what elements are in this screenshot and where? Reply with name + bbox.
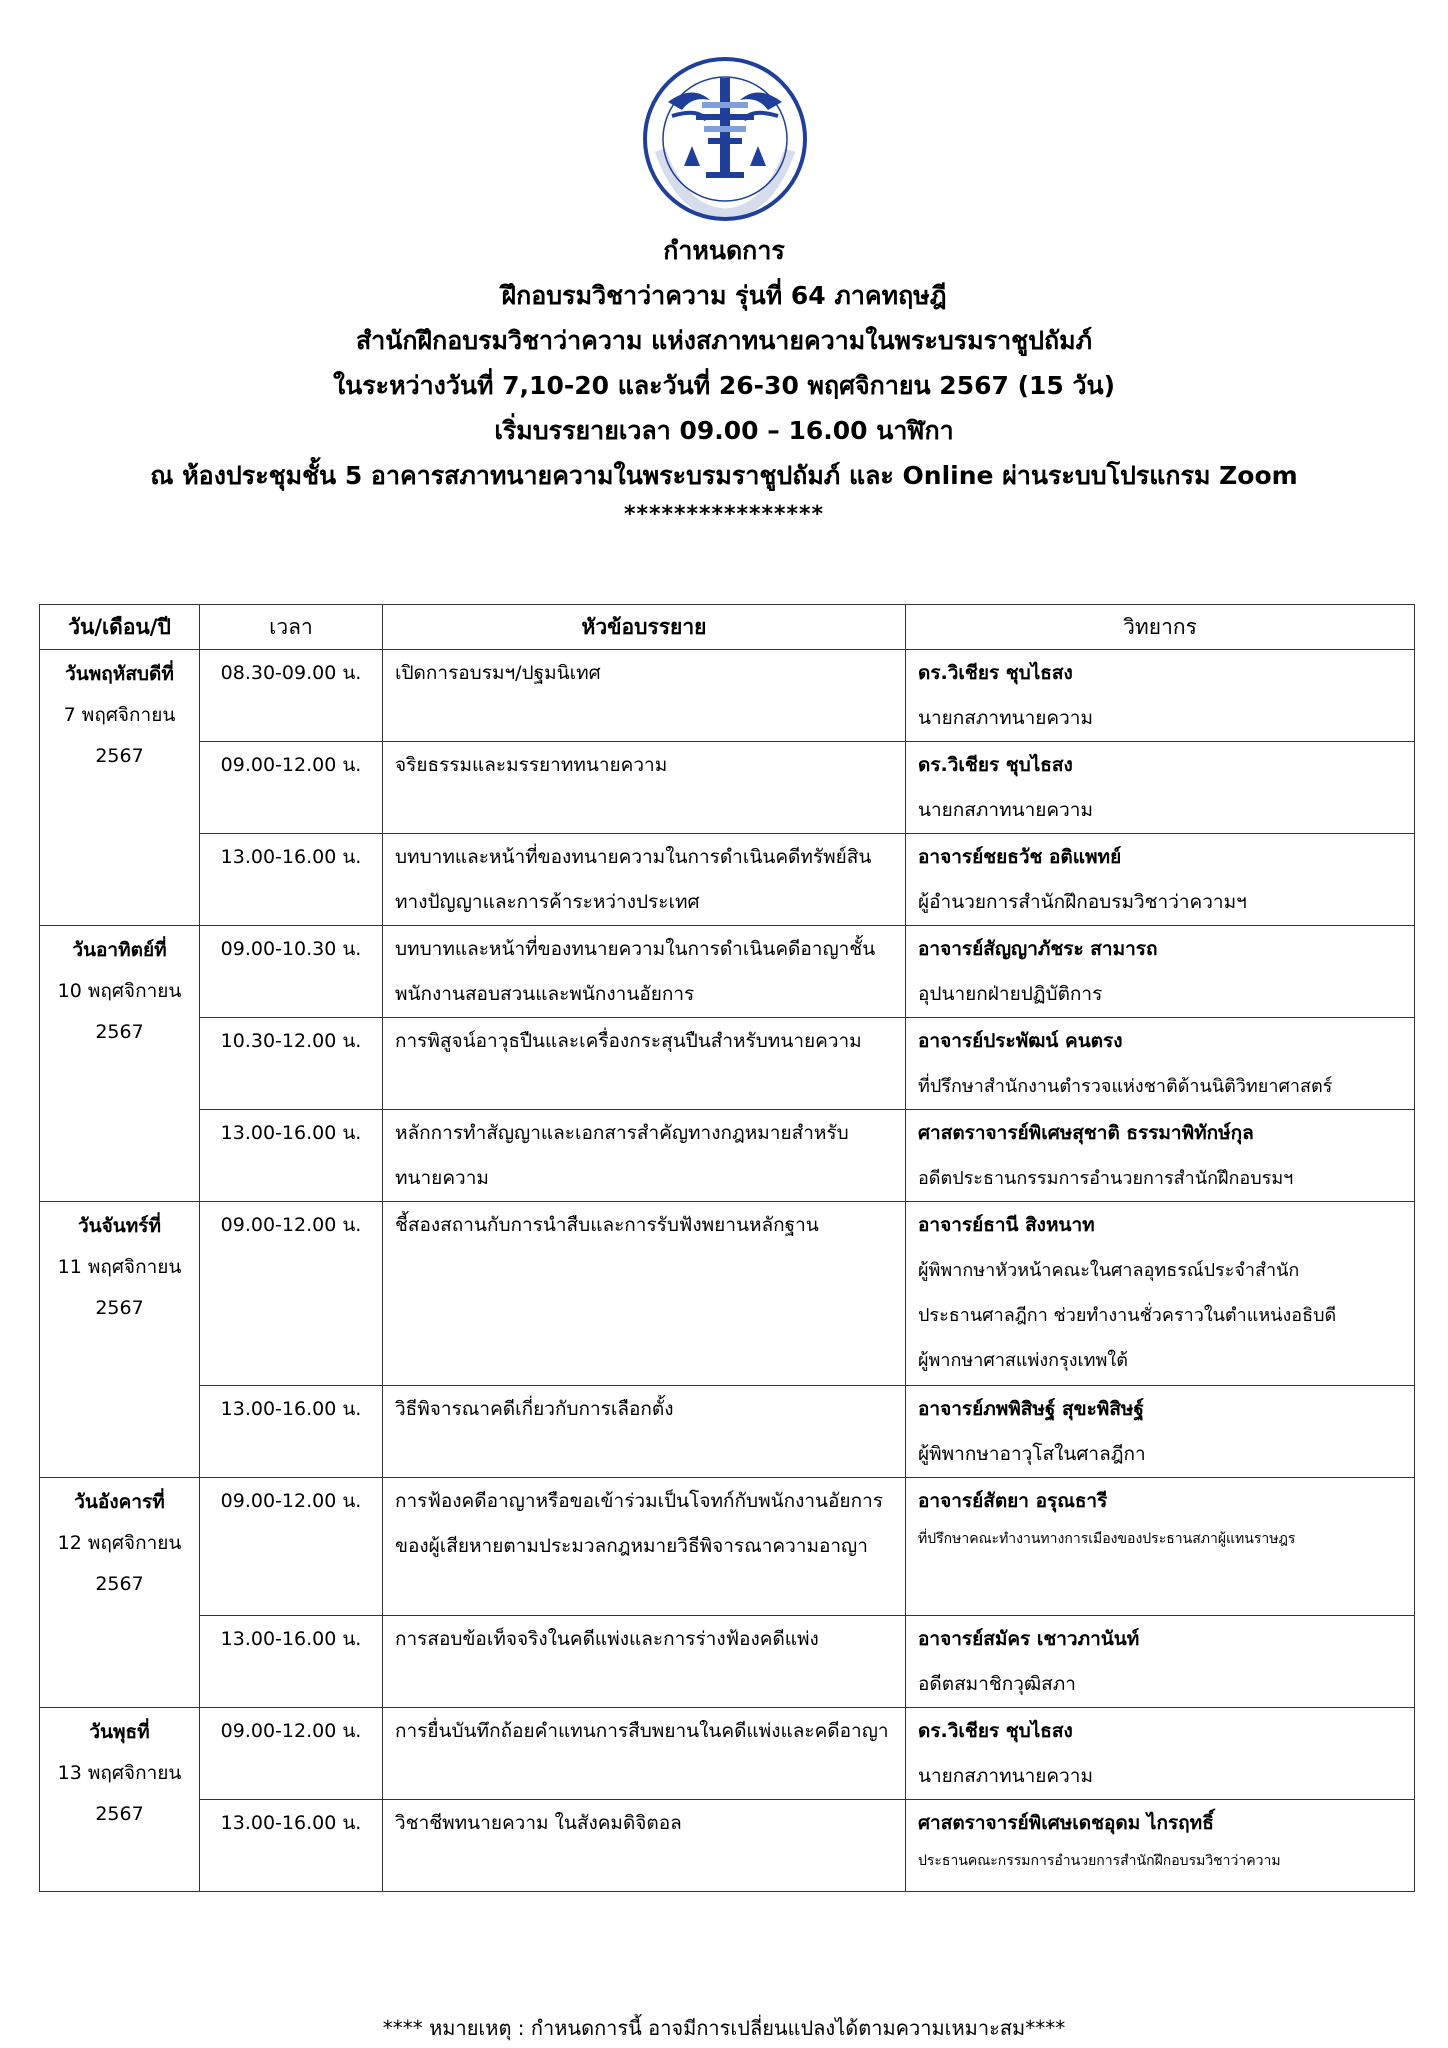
session-topic: วิชาชีพทนายความ ในสังคมดิจิตอล: [383, 1800, 906, 1892]
session-topic: เปิดการอบรมฯ/ปฐมนิเทศ: [383, 650, 906, 742]
speaker-role: อดีตประธานกรรมการอำนวยการสำนักฝึกอบรมฯ: [918, 1168, 1294, 1189]
session-time: 09.00-12.00 น.: [200, 1202, 383, 1386]
table-row: [40, 1800, 1415, 1892]
table-row: [40, 1478, 1415, 1616]
session-speaker: [906, 1110, 1415, 1202]
session-time: 09.00-12.00 น.: [200, 742, 383, 834]
day-name: วันอาทิตย์ที่: [72, 939, 167, 961]
table-row: [40, 1386, 1415, 1478]
session-topic: บทบาทและหน้าที่ของทนายความในการดำเนินคดีอาญาชั้นพนักงานสอบสวนและพนักงานอัยการ: [383, 926, 906, 1018]
header-topic: หัวข้อบรรยาย: [383, 605, 906, 650]
table-row: [40, 1616, 1415, 1708]
session-topic: บทบาทและหน้าที่ของทนายความในการดำเนินคดีทรัพย์สินทางปัญญาและการค้าระหว่างประเทศ: [383, 834, 906, 926]
session-time: 09.00-12.00 น.: [200, 1478, 383, 1616]
session-time: 13.00-16.00 น.: [200, 1616, 383, 1708]
speaker-name: ศาสตราจารย์พิเศษเดชอุดม ไกรฤทธิ์: [918, 1812, 1214, 1834]
header-date: วัน/เดือน/ปี: [40, 605, 200, 650]
speaker-role: ที่ปรึกษาสำนักงานตำรวจแห่งชาติด้านนิติวิทยาศาสตร์: [918, 1076, 1333, 1097]
table-row: [40, 1202, 1415, 1386]
speaker-role: นายกสภาทนายความ: [918, 1765, 1093, 1787]
table-header-row: [40, 605, 1415, 650]
session-time: 09.00-12.00 น.: [200, 1708, 383, 1800]
session-speaker: [906, 742, 1415, 834]
speaker-name: อาจารย์สัญญาภัชระ สามารถ: [918, 938, 1158, 960]
speaker-role-line-2: ประธานศาลฎีกา ช่วยทำงานชั่วคราวในตำแหน่งอธิบดี: [918, 1305, 1337, 1326]
separator-stars: ****************: [623, 502, 825, 527]
session-time: 13.00-16.00 น.: [200, 834, 383, 926]
speaker-name: อาจารย์สัตยา อรุณธารี: [918, 1490, 1108, 1512]
speaker-name: อาจารย์สมัคร เชาวภานันท์: [918, 1628, 1140, 1650]
speaker-name: อาจารย์ภพพิสิษฐ์ สุขะพิสิษฐ์: [918, 1398, 1144, 1420]
session-topic: การยื่นบันทึกถ้อยคำแทนการสืบพยานในคดีแพ่งและคดีอาญา: [383, 1708, 906, 1800]
lecture-hours: เริ่มบรรยายเวลา 09.00 – 16.00 นาฬิกา: [494, 416, 954, 445]
document-header: [0, 228, 1448, 532]
session-speaker: [906, 1386, 1415, 1478]
date-cell: [40, 1202, 200, 1478]
table-row: [40, 1018, 1415, 1110]
session-topic: จริยธรรมและมรรยาททนายความ: [383, 742, 906, 834]
day-date: 11 พฤศจิกายน: [57, 1256, 182, 1278]
day-name: วันจันทร์ที่: [77, 1215, 162, 1237]
schedule-title: กำหนดการ: [663, 236, 785, 265]
course-name: ฝึกอบรมวิชาว่าความ รุ่นที่ 64 ภาคทฤษฎี: [501, 281, 947, 310]
date-range: ในระหว่างวันที่ 7,10-20 และวันที่ 26-30 พฤศจิกายน 2567 (15 วัน): [332, 371, 1116, 400]
speaker-role-line-3: ผู้พากษาศาสแพ่งกรุงเทพใต้: [918, 1350, 1128, 1371]
speaker-name: อาจารย์ธานี สิงหนาท: [918, 1214, 1095, 1236]
day-date: 12 พฤศจิกายน: [57, 1532, 182, 1554]
table-row: [40, 742, 1415, 834]
speaker-name: ดร.วิเชียร ชุบไธสง: [918, 1720, 1073, 1742]
table-row: [40, 834, 1415, 926]
session-time: 13.00-16.00 น.: [200, 1386, 383, 1478]
table-row: [40, 926, 1415, 1018]
speaker-name: ดร.วิเชียร ชุบไธสง: [918, 662, 1073, 684]
session-speaker: [906, 926, 1415, 1018]
session-topic: การฟ้องคดีอาญาหรือขอเข้าร่วมเป็นโจทก์กับพนักงานอัยการ ของผู้เสียหายตามประมวลกฎหมายวิธีพิจารณาความอาญา: [383, 1478, 906, 1616]
date-cell: [40, 650, 200, 926]
session-topic: การสอบข้อเท็จจริงในคดีแพ่งและการร่างฟ้องคดีแพ่ง: [383, 1616, 906, 1708]
lawyers-council-emblem: [642, 56, 808, 222]
day-year: 2567: [95, 745, 144, 767]
session-time: 09.00-10.30 น.: [200, 926, 383, 1018]
session-speaker: [906, 1616, 1415, 1708]
speaker-role: ผู้พิพากษาหัวหน้าคณะในศาลอุทธรณ์ประจำสำนัก: [918, 1260, 1300, 1281]
speaker-name: ศาสตราจารย์พิเศษสุชาติ ธรรมาพิทักษ์กุล: [918, 1122, 1254, 1144]
session-speaker: [906, 1478, 1415, 1616]
day-name: วันพฤหัสบดีที่: [65, 663, 174, 685]
day-date: 7 พฤศจิกายน: [63, 704, 176, 726]
day-date: 13 พฤศจิกายน: [57, 1762, 182, 1784]
session-time: 13.00-16.00 น.: [200, 1800, 383, 1892]
session-time: 08.30-09.00 น.: [200, 650, 383, 742]
speaker-role: อุปนายกฝ่ายปฏิบัติการ: [918, 983, 1103, 1005]
organizer: สำนักฝึกอบรมวิชาว่าความ แห่งสภาทนายความในพระบรมราชูปถัมภ์: [355, 326, 1093, 355]
session-speaker: [906, 1800, 1415, 1892]
schedule-table: [39, 604, 1415, 1892]
speaker-name: อาจารย์ชยธวัช อติแพทย์: [918, 846, 1122, 868]
day-year: 2567: [95, 1573, 144, 1595]
speaker-role: ผู้อำนวยการสำนักฝึกอบรมวิชาว่าความฯ: [918, 891, 1247, 913]
day-name: วันอังคารที่: [74, 1491, 165, 1513]
footnote: **** หมายเหตุ : กำหนดการนี้ อาจมีการเปลี่ยนแปลงได้ตามความเหมาะสม****: [382, 2016, 1066, 2040]
date-cell: [40, 926, 200, 1202]
day-year: 2567: [95, 1297, 144, 1319]
day-year: 2567: [95, 1021, 144, 1043]
day-year: 2567: [95, 1803, 144, 1825]
header-speaker: วิทยากร: [906, 605, 1415, 650]
speaker-role: ผู้พิพากษาอาวุโสในศาลฎีกา: [918, 1443, 1146, 1465]
session-speaker: [906, 650, 1415, 742]
session-speaker: [906, 834, 1415, 926]
header-time: เวลา: [200, 605, 383, 650]
table-row: [40, 650, 1415, 742]
speaker-role: ประธานคณะกรรมการอำนวยการสำนักฝึกอบรมวิชาว่าความ: [918, 1853, 1281, 1869]
session-speaker: [906, 1708, 1415, 1800]
table-row: [40, 1110, 1415, 1202]
session-speaker: [906, 1018, 1415, 1110]
session-topic: การพิสูจน์อาวุธปืนและเครื่องกระสุนปืนสำหรับทนายความ: [383, 1018, 906, 1110]
table-row: [40, 1708, 1415, 1800]
session-topic: วิธีพิจารณาคดีเกี่ยวกับการเลือกตั้ง: [383, 1386, 906, 1478]
session-topic: ชี้สองสถานกับการนำสืบและการรับฟังพยานหลักฐาน: [383, 1202, 906, 1386]
speaker-name: อาจารย์ประพัฒน์ คนตรง: [918, 1030, 1123, 1052]
speaker-role: นายกสภาทนายความ: [918, 799, 1093, 821]
speaker-role: นายกสภาทนายความ: [918, 707, 1093, 729]
day-name: วันพุธที่: [89, 1721, 150, 1743]
speaker-role: ที่ปรึกษาคณะทำงานทางการเมืองของประธานสภาผู้แทนราษฎร: [918, 1531, 1296, 1547]
speaker-role: อดีตสมาชิกวุฒิสภา: [918, 1673, 1076, 1695]
session-topic: หลักการทำสัญญาและเอกสารสำคัญทางกฎหมายสำหรับทนายความ: [383, 1110, 906, 1202]
day-date: 10 พฤศจิกายน: [57, 980, 182, 1002]
session-time: 10.30-12.00 น.: [200, 1018, 383, 1110]
venue: ณ ห้องประชุมชั้น 5 อาคารสภาทนายความในพระบรมราชูปถัมภ์ และ Online ผ่านระบบโปรแกรม Zoom: [150, 461, 1298, 490]
session-time: 13.00-16.00 น.: [200, 1110, 383, 1202]
session-speaker: [906, 1202, 1415, 1386]
date-cell: [40, 1478, 200, 1708]
date-cell: [40, 1708, 200, 1892]
speaker-name: ดร.วิเชียร ชุบไธสง: [918, 754, 1073, 776]
